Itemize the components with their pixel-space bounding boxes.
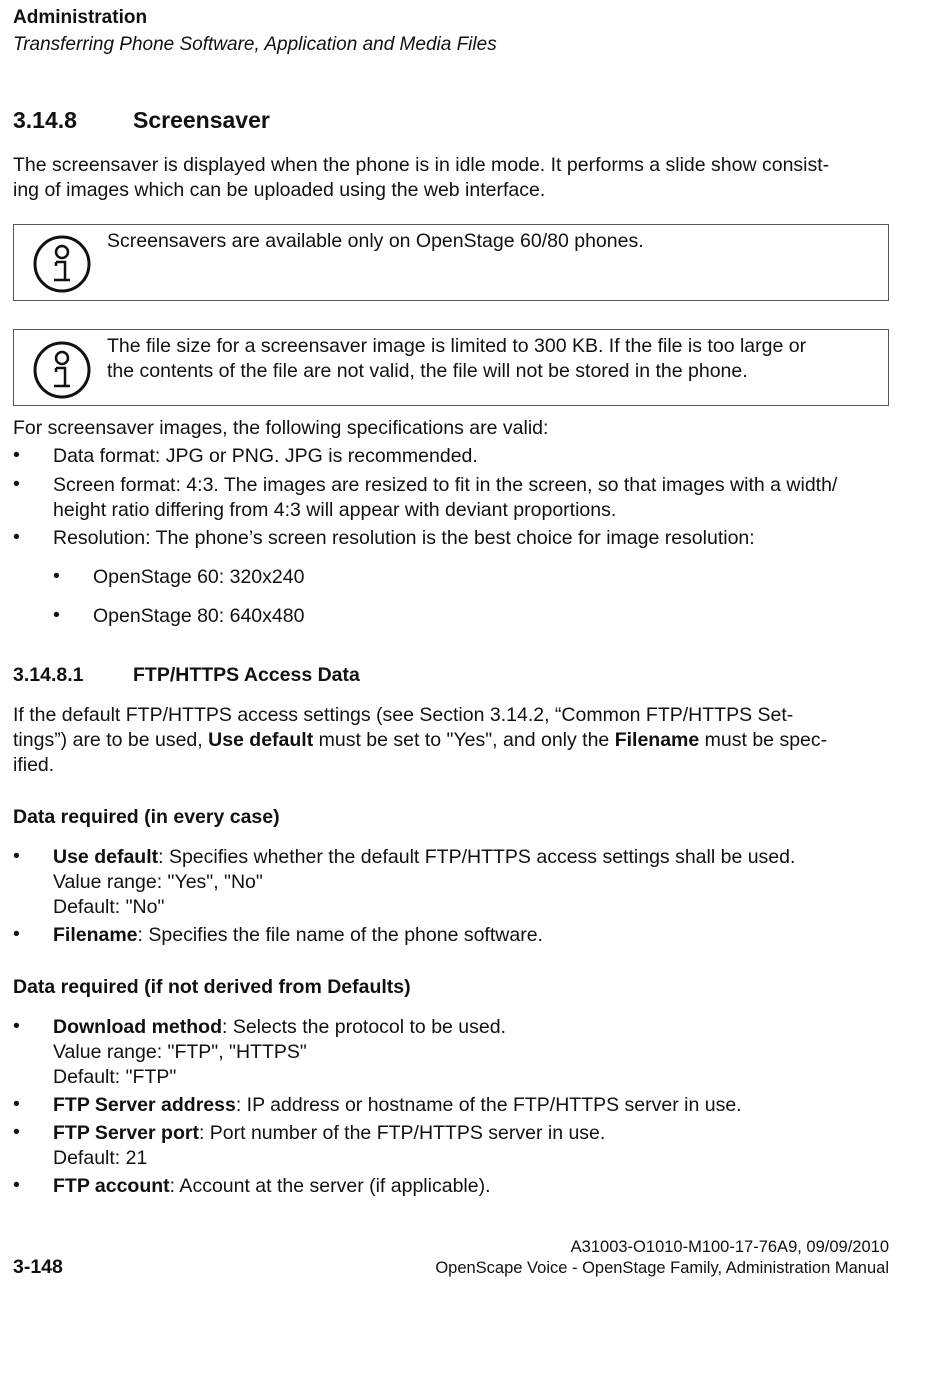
bullet: • (13, 1174, 20, 1196)
bullet: • (13, 845, 20, 867)
subsection-paragraph (13, 703, 893, 778)
desc: : Port number of the FTP/HTTPS server in use. (198, 1122, 606, 1144)
item-ftp-account (53, 1174, 893, 1199)
heading-required-every: Data required (in every case) (13, 806, 280, 828)
section-number: 3.14.8 (13, 107, 77, 133)
default-value: Default: "No" (53, 896, 165, 918)
sub-bullet: • (53, 604, 60, 626)
subsection-title: FTP/HTTPS Access Data (133, 664, 360, 686)
value-range: Value range: "FTP", "HTTPS" (53, 1041, 307, 1063)
item-filename (53, 923, 893, 948)
bullet: • (13, 1093, 20, 1115)
page-number: 3-148 (13, 1256, 63, 1278)
spec-item-resolution: Resolution: The phone’s screen resolution is the best choice for image resolution: (53, 527, 755, 549)
term-use-default: Use default (208, 729, 314, 751)
info-icon (32, 340, 92, 400)
spec-screen-line-1: Screen format: 4:3. The images are resized to fit in the screen, so that images with a width/ (53, 474, 838, 496)
section-title: Screensaver (133, 107, 270, 133)
note-2-line-2: the contents of the file are not valid, the file will not be stored in the phone. (107, 360, 748, 382)
bullet: • (13, 526, 20, 548)
spec-item-screen-format (53, 473, 893, 523)
resolution-os60: OpenStage 60: 320x240 (93, 566, 305, 588)
intro-line-2: ing of images which can be uploaded using the web interface. (13, 179, 546, 201)
text-run: tings”) are to be used, (13, 729, 209, 751)
desc: : Specifies whether the default FTP/HTTPS access settings shall be used. (158, 846, 796, 868)
item-download-method (53, 1015, 893, 1090)
term-filename: Filename (614, 729, 700, 751)
subsection-number: 3.14.8.1 (13, 664, 84, 686)
note-box-1 (13, 224, 889, 301)
bullet: • (13, 1121, 20, 1143)
term: Filename (53, 924, 138, 946)
sub-bullet: • (53, 565, 60, 587)
spec-item-data-format: Data format: JPG or PNG. JPG is recommended. (53, 445, 478, 467)
specs-intro: For screensaver images, the following specifications are valid: (13, 417, 549, 439)
item-use-default (53, 845, 893, 920)
item-download-line-1 (53, 1015, 893, 1040)
default-value: Default: 21 (53, 1147, 148, 1169)
text-run: must be set to "Yes", and only the (313, 729, 615, 751)
note-box-2 (13, 329, 889, 406)
chapter-title: Administration (13, 7, 148, 28)
item-port-line-1 (53, 1121, 893, 1146)
bullet: • (13, 473, 20, 495)
info-icon (32, 234, 92, 294)
text-run: must be spec- (699, 729, 828, 751)
chapter-subtitle: Transferring Phone Software, Application and Media Files (13, 34, 497, 55)
term: Use default (53, 846, 159, 868)
footer-manual-title: OpenScape Voice - OpenStage Family, Administration Manual (435, 1259, 889, 1277)
desc: : Account at the server (if applicable). (169, 1175, 491, 1197)
note-2-line-1: The file size for a screensaver image is limited to 300 KB. If the file is too large or (107, 335, 807, 357)
desc: : Specifies the file name of the phone software. (137, 924, 543, 946)
section-intro (13, 153, 893, 203)
subsection-line-3: ified. (13, 754, 55, 776)
bullet: • (13, 1015, 20, 1037)
subsection-line-1: If the default FTP/HTTPS access settings (see Section 3.14.2, “Common FTP/HTTPS Set- (13, 704, 794, 726)
item-ftp-server-port (53, 1121, 893, 1171)
term: FTP Server address (53, 1094, 236, 1116)
default-value: Default: "FTP" (53, 1066, 177, 1088)
subsection-line-2 (13, 728, 893, 753)
resolution-os80: OpenStage 80: 640x480 (93, 605, 305, 627)
term: Download method (53, 1016, 222, 1038)
value-range: Value range: "Yes", "No" (53, 871, 263, 893)
intro-line-1: The screensaver is displayed when the phone is in idle mode. It performs a slide show consist- (13, 154, 830, 176)
term: FTP account (53, 1175, 170, 1197)
heading-required-defaults: Data required (if not derived from Defaults) (13, 976, 411, 998)
footer-doc-id: A31003-O1010-M100-17-76A9, 09/09/2010 (570, 1238, 889, 1256)
desc: : IP address or hostname of the FTP/HTTPS server in use. (235, 1094, 742, 1116)
note-text-1: Screensavers are available only on OpenStage 60/80 phones. (107, 230, 644, 252)
item-ftp-server-address (53, 1093, 893, 1118)
spec-screen-line-2: height ratio differing from 4:3 will appear with deviant proportions. (53, 499, 617, 521)
note-text-2 (107, 334, 877, 384)
bullet: • (13, 923, 20, 945)
bullet: • (13, 444, 20, 466)
term: FTP Server port (53, 1122, 199, 1144)
desc: : Selects the protocol to be used. (222, 1016, 507, 1038)
item-use-default-line-1 (53, 845, 893, 870)
